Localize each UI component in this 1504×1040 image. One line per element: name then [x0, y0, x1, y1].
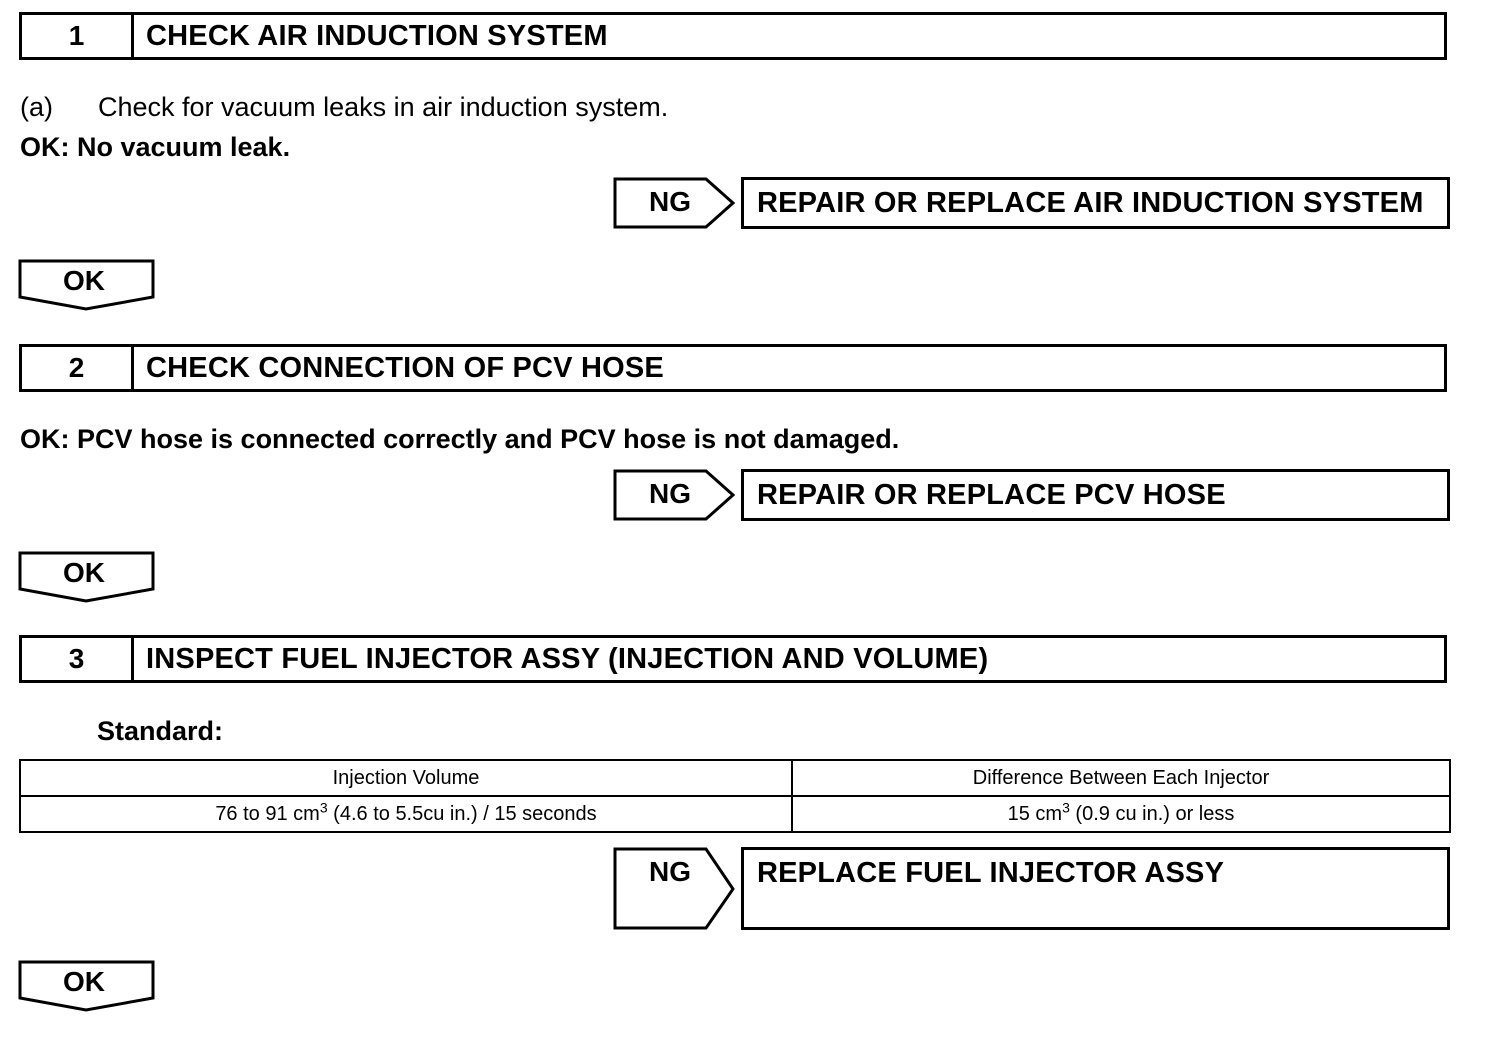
table-cell-injection-volume: [20, 796, 792, 832]
cell-text: 15 cm: [1007, 802, 1063, 825]
step-1-header: [19, 12, 1447, 60]
step-title: INSPECT FUEL INJECTOR ASSY (INJECTION AND VOLUME): [146, 642, 989, 675]
table-header: Difference Between Each Injector: [792, 760, 1450, 796]
ok-condition: OK: No vacuum leak.: [20, 132, 291, 162]
cell-text: (0.9 cu in.) or less: [1069, 802, 1235, 825]
standard-label: Standard:: [97, 716, 224, 746]
instruction-text: Check for vacuum leaks in air induction system.: [98, 92, 669, 122]
table-header: Injection Volume: [20, 760, 792, 796]
cell-text: (4.6 to 5.5cu in.) / 15 seconds: [327, 802, 597, 825]
instruction-label: (a): [20, 92, 53, 122]
ng-label: NG: [649, 856, 691, 887]
step-title: CHECK AIR INDUCTION SYSTEM: [146, 19, 608, 52]
step-number: 3: [22, 638, 134, 680]
superscript: 3: [1062, 798, 1070, 815]
ok-arrow: [18, 551, 156, 603]
table-cell-difference: [792, 796, 1450, 832]
ok-arrow: [18, 960, 156, 1012]
standard-table: [19, 759, 1451, 833]
superscript: 3: [319, 798, 328, 815]
step-number: 2: [22, 347, 134, 389]
ng-action: REPLACE FUEL INJECTOR ASSY: [741, 847, 1450, 930]
ng-label: NG: [649, 186, 691, 217]
ok-arrow: [18, 259, 156, 311]
table-header-row: [20, 760, 1450, 796]
step-number: 1: [22, 15, 134, 57]
ok-label: OK: [63, 557, 105, 588]
ng-label: NG: [649, 478, 691, 509]
table-row: [20, 796, 1450, 832]
step-title: CHECK CONNECTION OF PCV HOSE: [146, 351, 664, 384]
ng-action: REPAIR OR REPLACE AIR INDUCTION SYSTEM: [741, 177, 1450, 229]
ok-label: OK: [63, 265, 105, 296]
step-2-header: [19, 344, 1447, 392]
ng-action: REPAIR OR REPLACE PCV HOSE: [741, 469, 1450, 521]
ok-label: OK: [63, 966, 105, 997]
step-3-header: [19, 635, 1447, 683]
ok-condition: OK: PCV hose is connected correctly and PCV hose is not damaged.: [20, 424, 900, 454]
cell-text: 76 to 91 cm: [215, 802, 320, 825]
